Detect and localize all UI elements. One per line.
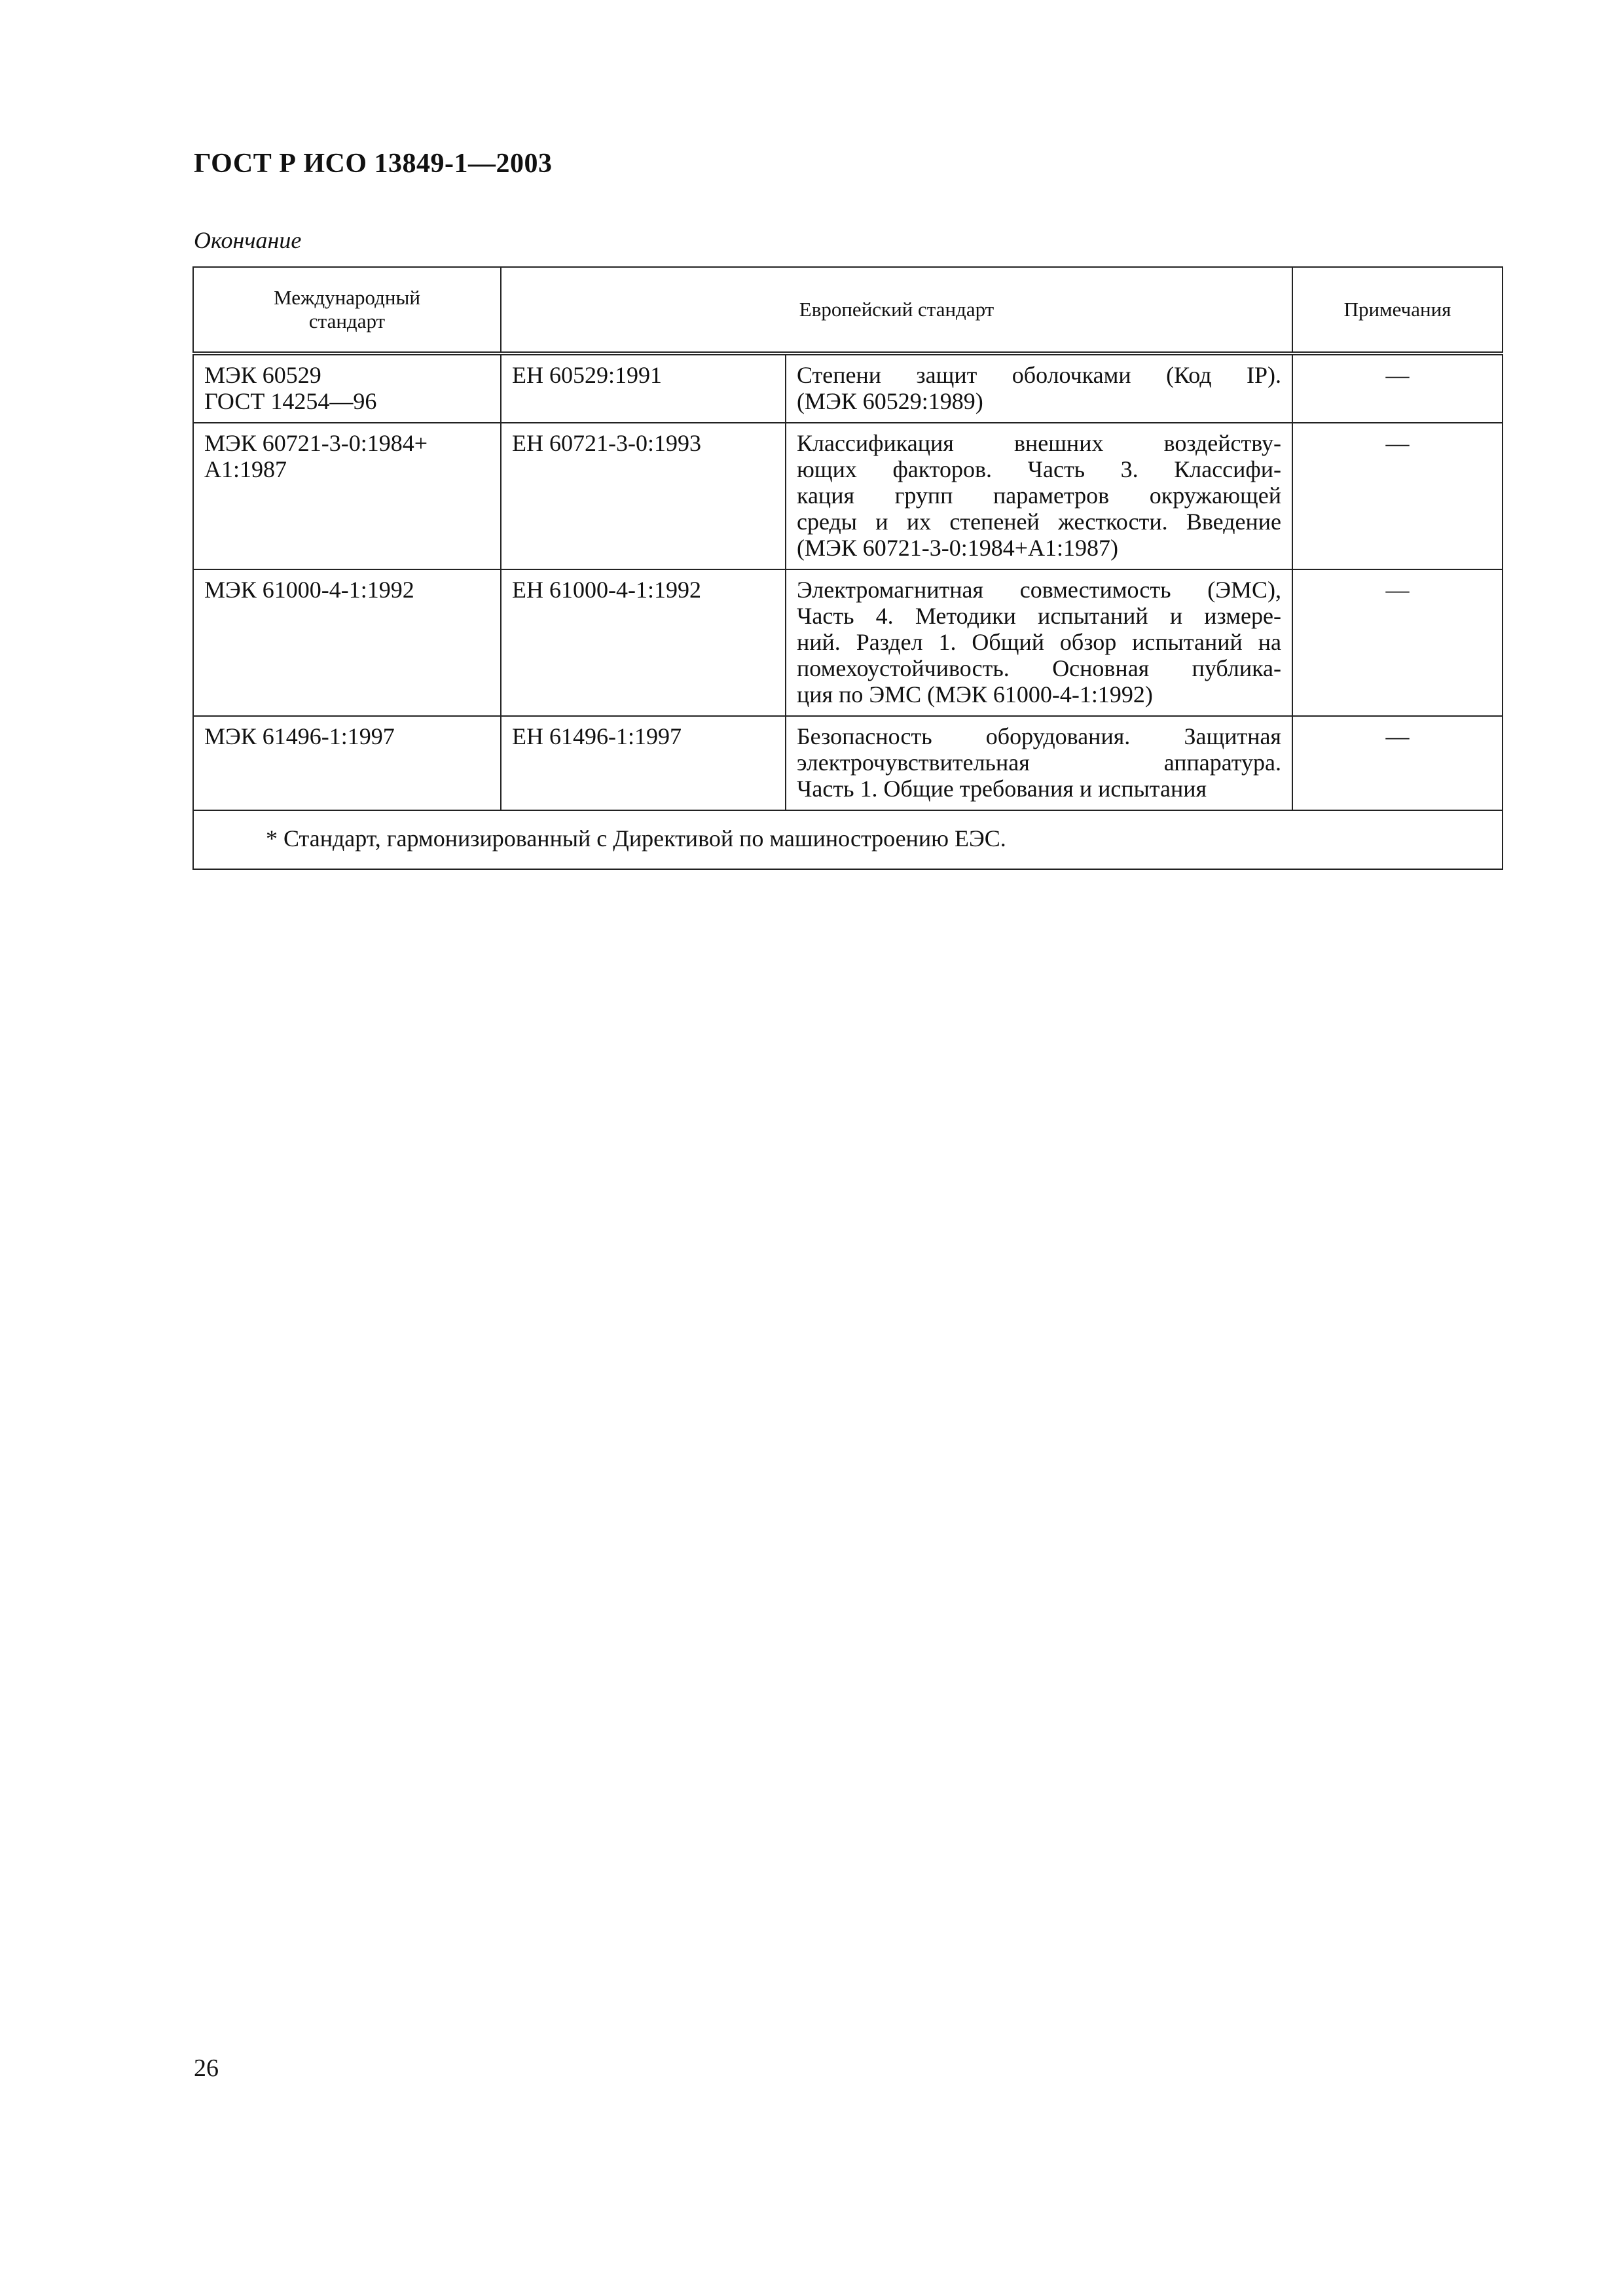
international-standard-cell	[193, 716, 501, 810]
international-standard-cell	[193, 423, 501, 569]
international-standard-cell	[193, 569, 501, 716]
description-line: Степени защит оболочками (Код IP).	[797, 362, 1281, 388]
cell-line: МЭК 60529	[204, 362, 321, 388]
description-line: Безопасность оборудования. Защитная	[797, 723, 1281, 749]
description-line: электрочувствительная аппаратура.	[797, 749, 1281, 776]
table-footnote: * Стандарт, гармонизированный с Директивой по машиностроению ЕЭС.	[193, 810, 1503, 869]
description-line: (МЭК 60529:1989)	[797, 388, 983, 414]
description-line: Часть 4. Методики испытаний и измере-	[797, 603, 1281, 629]
header-european-standard: Европейский стандарт	[501, 267, 1292, 353]
cell-line: МЭК 61000-4-1:1992	[204, 577, 414, 603]
description-cell	[786, 569, 1292, 716]
cell-line: ГОСТ 14254—96	[204, 388, 377, 414]
description-line: Часть 1. Общие требования и испытания	[797, 776, 1207, 802]
description-line: ющих факторов. Часть 3. Классифи-	[797, 456, 1281, 482]
header-international-standard	[193, 267, 501, 353]
page-number: 26	[194, 2054, 219, 2082]
cell-line: МЭК 61496-1:1997	[204, 723, 395, 749]
description-line: (МЭК 60721-3-0:1984+A1:1987)	[797, 535, 1119, 561]
table-row	[193, 716, 1503, 810]
european-code-cell: ЕН 60721-3-0:1993	[501, 423, 786, 569]
description-line: кация групп параметров окружающей	[797, 482, 1281, 509]
description-cell	[786, 353, 1292, 423]
note-cell: —	[1292, 569, 1503, 716]
european-code-cell: ЕН 61496-1:1997	[501, 716, 786, 810]
description-line: ция по ЭМС (МЭК 61000-4-1:1992)	[797, 681, 1153, 708]
note-cell: —	[1292, 716, 1503, 810]
european-code-cell: ЕН 61000-4-1:1992	[501, 569, 786, 716]
table-row	[193, 353, 1503, 423]
description-line: Классификация внешних воздейству-	[797, 430, 1281, 456]
european-code-cell: ЕН 60529:1991	[501, 353, 786, 423]
description-line: среды и их степеней жесткости. Введение	[797, 509, 1281, 535]
table-row	[193, 569, 1503, 716]
description-cell	[786, 423, 1292, 569]
standards-table	[192, 266, 1503, 870]
document-title: ГОСТ Р ИСО 13849-1—2003	[194, 149, 553, 179]
note-cell: —	[1292, 353, 1503, 423]
header-international-line: стандарт	[308, 310, 386, 332]
cell-line: МЭК 60721-3-0:1984+	[204, 430, 428, 456]
footnote-row	[193, 810, 1503, 869]
description-cell	[786, 716, 1292, 810]
continuation-label: Окончание	[194, 227, 302, 253]
description-line: ний. Раздел 1. Общий обзор испытаний на	[797, 629, 1281, 655]
note-cell: —	[1292, 423, 1503, 569]
header-international-line: Международный	[274, 286, 420, 309]
header-notes: Примечания	[1292, 267, 1503, 353]
cell-line: A1:1987	[204, 456, 287, 482]
description-line: помехоустойчивость. Основная публика-	[797, 655, 1281, 681]
table-row	[193, 423, 1503, 569]
international-standard-cell	[193, 353, 501, 423]
table-header-row	[193, 267, 1503, 353]
description-line: Электромагнитная совместимость (ЭМС),	[797, 577, 1281, 603]
